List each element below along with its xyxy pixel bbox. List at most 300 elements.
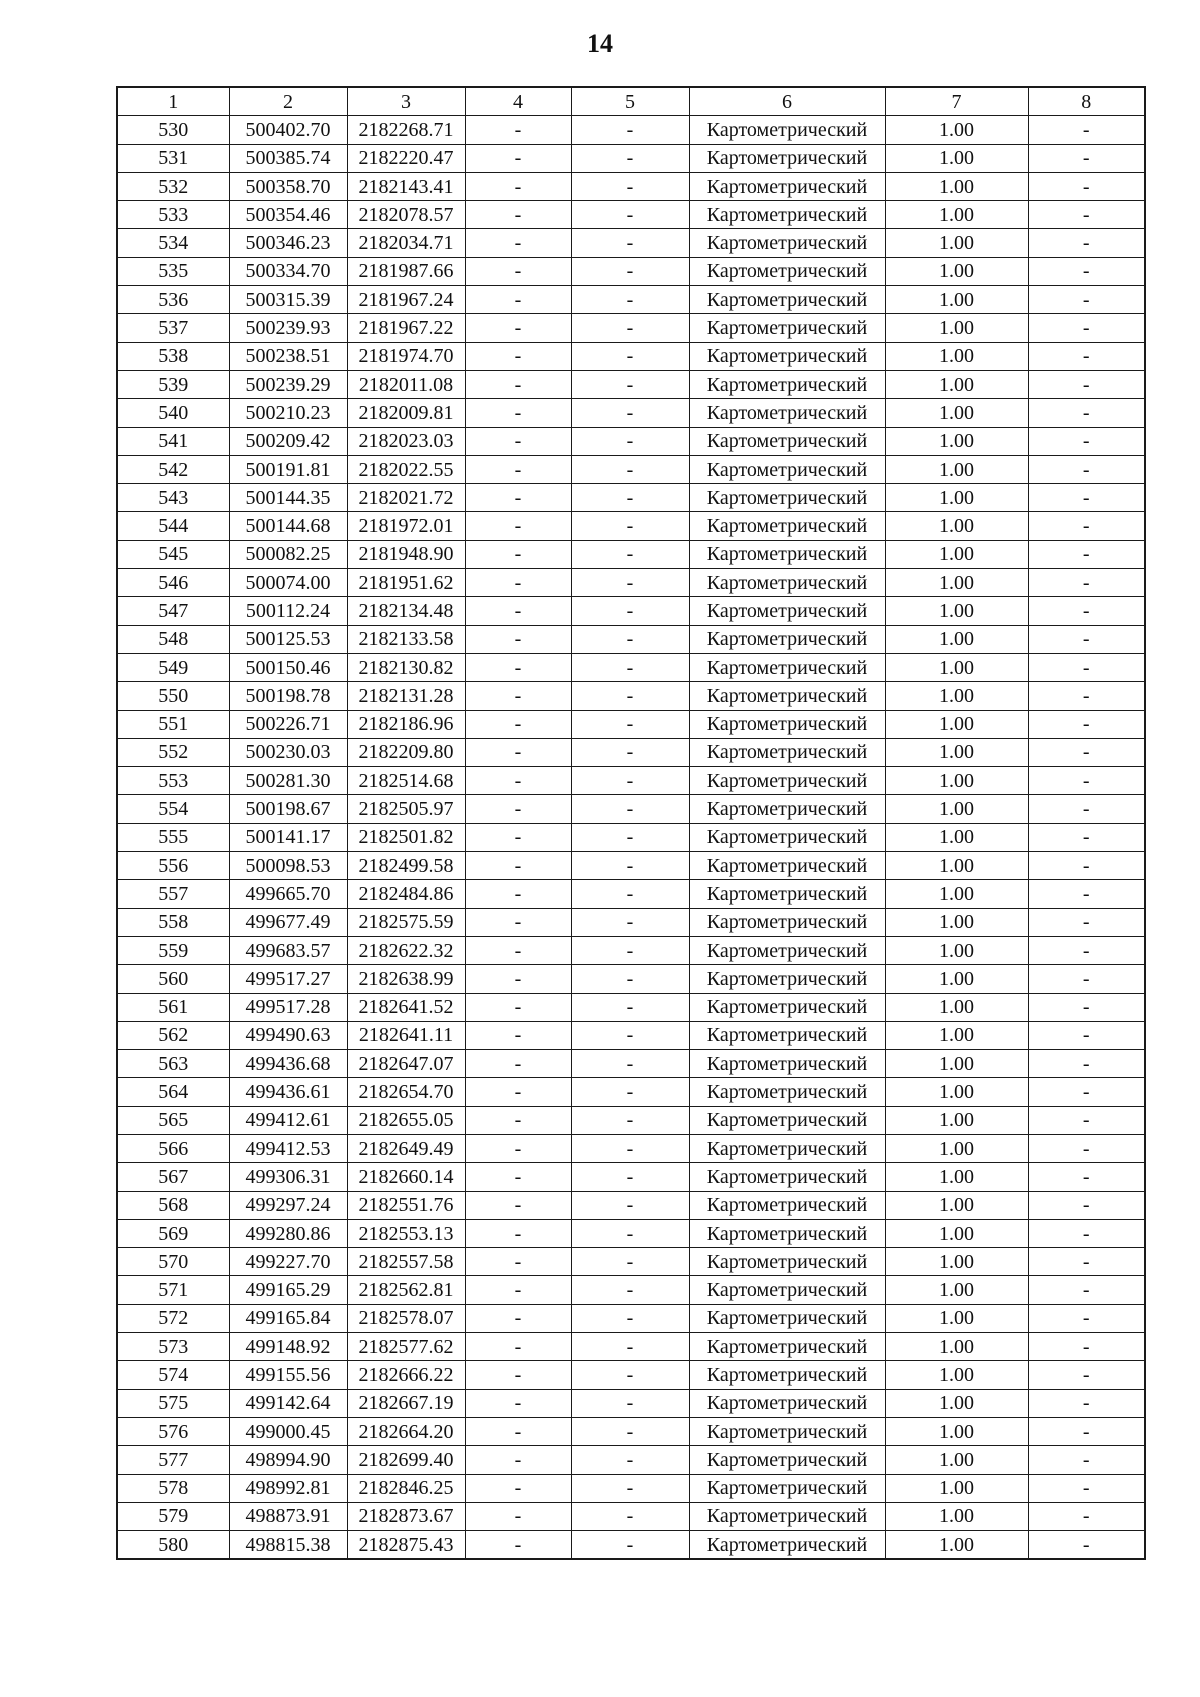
x-coordinate-cell: 500346.23 [229,229,347,257]
column-4-cell: - [465,823,571,851]
column-4-cell: - [465,993,571,1021]
column-5-cell: - [571,201,689,229]
x-coordinate-cell: 500315.39 [229,286,347,314]
y-coordinate-cell: 2182875.43 [347,1531,465,1560]
column-8-cell: - [1028,823,1145,851]
point-number-cell: 552 [117,738,229,766]
accuracy-cell: 1.00 [885,1134,1028,1162]
column-8-cell: - [1028,1446,1145,1474]
x-coordinate-cell: 499000.45 [229,1417,347,1445]
point-number-cell: 547 [117,597,229,625]
column-4-cell: - [465,1276,571,1304]
accuracy-cell: 1.00 [885,625,1028,653]
column-8-cell: - [1028,936,1145,964]
column-4-cell: - [465,653,571,681]
table-row [117,1361,1145,1389]
point-number-cell: 549 [117,653,229,681]
column-4-cell: - [465,1078,571,1106]
method-cell: Картометрический [689,1474,885,1502]
accuracy-cell: 1.00 [885,314,1028,342]
column-8-cell: - [1028,852,1145,880]
method-cell: Картометрический [689,852,885,880]
y-coordinate-cell: 2181972.01 [347,512,465,540]
point-number-cell: 573 [117,1333,229,1361]
column-4-cell: - [465,399,571,427]
method-cell: Картометрический [689,625,885,653]
y-coordinate-cell: 2182143.41 [347,172,465,200]
table-row [117,1191,1145,1219]
y-coordinate-cell: 2182499.58 [347,852,465,880]
point-number-cell: 531 [117,144,229,172]
column-5-cell: - [571,1361,689,1389]
accuracy-cell: 1.00 [885,1078,1028,1106]
y-coordinate-cell: 2182575.59 [347,908,465,936]
table-header-row [117,87,1145,116]
y-coordinate-cell: 2182655.05 [347,1106,465,1134]
y-coordinate-cell: 2182553.13 [347,1219,465,1247]
column-5-cell: - [571,1417,689,1445]
column-8-cell: - [1028,540,1145,568]
x-coordinate-cell: 499165.84 [229,1304,347,1332]
x-coordinate-cell: 500354.46 [229,201,347,229]
method-cell: Картометрический [689,257,885,285]
point-number-cell: 577 [117,1446,229,1474]
x-coordinate-cell: 499155.56 [229,1361,347,1389]
x-coordinate-cell: 500239.29 [229,370,347,398]
column-4-cell: - [465,455,571,483]
table-row [117,540,1145,568]
column-5-cell: - [571,597,689,625]
column-8-cell: - [1028,1021,1145,1049]
column-5-cell: - [571,653,689,681]
column-8-cell: - [1028,653,1145,681]
y-coordinate-cell: 2181948.90 [347,540,465,568]
point-number-cell: 555 [117,823,229,851]
x-coordinate-cell: 499165.29 [229,1276,347,1304]
table-row [117,682,1145,710]
x-coordinate-cell: 499142.64 [229,1389,347,1417]
y-coordinate-cell: 2182577.62 [347,1333,465,1361]
method-cell: Картометрический [689,1361,885,1389]
column-5-cell: - [571,682,689,710]
y-coordinate-cell: 2182638.99 [347,965,465,993]
accuracy-cell: 1.00 [885,1248,1028,1276]
y-coordinate-cell: 2181951.62 [347,569,465,597]
column-4-cell: - [465,540,571,568]
x-coordinate-cell: 500281.30 [229,767,347,795]
y-coordinate-cell: 2182009.81 [347,399,465,427]
y-coordinate-cell: 2181967.22 [347,314,465,342]
y-coordinate-cell: 2182501.82 [347,823,465,851]
column-8-cell: - [1028,116,1145,144]
column-8-cell: - [1028,512,1145,540]
method-cell: Картометрический [689,314,885,342]
column-8-cell: - [1028,342,1145,370]
column-5-cell: - [571,370,689,398]
accuracy-cell: 1.00 [885,880,1028,908]
column-4-cell: - [465,1219,571,1247]
column-header: 1 [117,87,229,116]
column-5-cell: - [571,512,689,540]
x-coordinate-cell: 499412.61 [229,1106,347,1134]
x-coordinate-cell: 499677.49 [229,908,347,936]
point-number-cell: 548 [117,625,229,653]
y-coordinate-cell: 2182846.25 [347,1474,465,1502]
table-row [117,1417,1145,1445]
column-8-cell: - [1028,908,1145,936]
column-4-cell: - [465,1417,571,1445]
column-4-cell: - [465,484,571,512]
accuracy-cell: 1.00 [885,1361,1028,1389]
column-4-cell: - [465,1389,571,1417]
column-8-cell: - [1028,370,1145,398]
x-coordinate-cell: 499517.28 [229,993,347,1021]
y-coordinate-cell: 2182130.82 [347,653,465,681]
point-number-cell: 558 [117,908,229,936]
y-coordinate-cell: 2182021.72 [347,484,465,512]
x-coordinate-cell: 499490.63 [229,1021,347,1049]
column-8-cell: - [1028,738,1145,766]
table-row [117,1304,1145,1332]
point-number-cell: 534 [117,229,229,257]
accuracy-cell: 1.00 [885,144,1028,172]
table-row [117,597,1145,625]
point-number-cell: 571 [117,1276,229,1304]
x-coordinate-cell: 500112.24 [229,597,347,625]
method-cell: Картометрический [689,1191,885,1219]
method-cell: Картометрический [689,1446,885,1474]
y-coordinate-cell: 2182011.08 [347,370,465,398]
x-coordinate-cell: 499436.68 [229,1050,347,1078]
column-5-cell: - [571,342,689,370]
table-row [117,1531,1145,1560]
method-cell: Картометрический [689,1050,885,1078]
column-4-cell: - [465,1304,571,1332]
method-cell: Картометрический [689,965,885,993]
accuracy-cell: 1.00 [885,1417,1028,1445]
column-5-cell: - [571,540,689,568]
x-coordinate-cell: 500358.70 [229,172,347,200]
accuracy-cell: 1.00 [885,1191,1028,1219]
column-4-cell: - [465,1361,571,1389]
accuracy-cell: 1.00 [885,1502,1028,1530]
x-coordinate-cell: 500082.25 [229,540,347,568]
accuracy-cell: 1.00 [885,852,1028,880]
point-number-cell: 580 [117,1531,229,1560]
y-coordinate-cell: 2182505.97 [347,795,465,823]
column-5-cell: - [571,427,689,455]
column-5-cell: - [571,1021,689,1049]
x-coordinate-cell: 498994.90 [229,1446,347,1474]
x-coordinate-cell: 498992.81 [229,1474,347,1502]
x-coordinate-cell: 500150.46 [229,653,347,681]
column-4-cell: - [465,286,571,314]
column-8-cell: - [1028,1304,1145,1332]
column-header: 2 [229,87,347,116]
x-coordinate-cell: 499683.57 [229,936,347,964]
x-coordinate-cell: 499436.61 [229,1078,347,1106]
column-header: 4 [465,87,571,116]
column-8-cell: - [1028,1276,1145,1304]
column-5-cell: - [571,144,689,172]
column-8-cell: - [1028,625,1145,653]
accuracy-cell: 1.00 [885,1050,1028,1078]
column-8-cell: - [1028,172,1145,200]
column-5-cell: - [571,1304,689,1332]
column-8-cell: - [1028,795,1145,823]
x-coordinate-cell: 500239.93 [229,314,347,342]
column-5-cell: - [571,1389,689,1417]
column-header: 8 [1028,87,1145,116]
y-coordinate-cell: 2182641.11 [347,1021,465,1049]
point-number-cell: 575 [117,1389,229,1417]
column-8-cell: - [1028,682,1145,710]
method-cell: Картометрический [689,823,885,851]
table-row [117,1078,1145,1106]
table-body [117,116,1145,1560]
y-coordinate-cell: 2182641.52 [347,993,465,1021]
point-number-cell: 544 [117,512,229,540]
column-4-cell: - [465,569,571,597]
column-header: 5 [571,87,689,116]
column-8-cell: - [1028,993,1145,1021]
y-coordinate-cell: 2182134.48 [347,597,465,625]
accuracy-cell: 1.00 [885,342,1028,370]
x-coordinate-cell: 498815.38 [229,1531,347,1560]
accuracy-cell: 1.00 [885,1531,1028,1560]
column-8-cell: - [1028,965,1145,993]
method-cell: Картометрический [689,427,885,455]
column-8-cell: - [1028,427,1145,455]
x-coordinate-cell: 499297.24 [229,1191,347,1219]
point-number-cell: 536 [117,286,229,314]
column-8-cell: - [1028,1417,1145,1445]
point-number-cell: 563 [117,1050,229,1078]
point-number-cell: 574 [117,1361,229,1389]
column-5-cell: - [571,257,689,285]
column-4-cell: - [465,682,571,710]
accuracy-cell: 1.00 [885,455,1028,483]
point-number-cell: 569 [117,1219,229,1247]
table-row [117,880,1145,908]
column-5-cell: - [571,1078,689,1106]
point-number-cell: 559 [117,936,229,964]
y-coordinate-cell: 2182557.58 [347,1248,465,1276]
table-row [117,172,1145,200]
table-row [117,1502,1145,1530]
column-8-cell: - [1028,257,1145,285]
method-cell: Картометрический [689,1531,885,1560]
method-cell: Картометрический [689,1106,885,1134]
column-4-cell: - [465,370,571,398]
accuracy-cell: 1.00 [885,1021,1028,1049]
accuracy-cell: 1.00 [885,286,1028,314]
point-number-cell: 554 [117,795,229,823]
column-8-cell: - [1028,1163,1145,1191]
column-5-cell: - [571,1446,689,1474]
column-5-cell: - [571,908,689,936]
y-coordinate-cell: 2182551.76 [347,1191,465,1219]
table-row [117,795,1145,823]
table-row [117,1219,1145,1247]
point-number-cell: 557 [117,880,229,908]
column-4-cell: - [465,1474,571,1502]
x-coordinate-cell: 500238.51 [229,342,347,370]
column-8-cell: - [1028,201,1145,229]
method-cell: Картометрический [689,144,885,172]
accuracy-cell: 1.00 [885,738,1028,766]
column-8-cell: - [1028,455,1145,483]
method-cell: Картометрический [689,738,885,766]
column-4-cell: - [465,512,571,540]
column-4-cell: - [465,1446,571,1474]
column-4-cell: - [465,738,571,766]
column-4-cell: - [465,795,571,823]
x-coordinate-cell: 500144.68 [229,512,347,540]
point-number-cell: 542 [117,455,229,483]
method-cell: Картометрический [689,880,885,908]
column-5-cell: - [571,1248,689,1276]
method-cell: Картометрический [689,512,885,540]
column-4-cell: - [465,965,571,993]
column-5-cell: - [571,1050,689,1078]
method-cell: Картометрический [689,795,885,823]
point-number-cell: 543 [117,484,229,512]
point-number-cell: 540 [117,399,229,427]
column-5-cell: - [571,1134,689,1162]
point-number-cell: 568 [117,1191,229,1219]
column-5-cell: - [571,1191,689,1219]
accuracy-cell: 1.00 [885,257,1028,285]
column-8-cell: - [1028,144,1145,172]
column-4-cell: - [465,1191,571,1219]
column-4-cell: - [465,1248,571,1276]
accuracy-cell: 1.00 [885,1389,1028,1417]
x-coordinate-cell: 500141.17 [229,823,347,851]
accuracy-cell: 1.00 [885,569,1028,597]
accuracy-cell: 1.00 [885,1163,1028,1191]
x-coordinate-cell: 499412.53 [229,1134,347,1162]
accuracy-cell: 1.00 [885,1106,1028,1134]
column-4-cell: - [465,908,571,936]
y-coordinate-cell: 2182023.03 [347,427,465,455]
method-cell: Картометрический [689,172,885,200]
table-row [117,1050,1145,1078]
accuracy-cell: 1.00 [885,993,1028,1021]
column-8-cell: - [1028,1474,1145,1502]
table-row [117,1333,1145,1361]
column-5-cell: - [571,116,689,144]
x-coordinate-cell: 500402.70 [229,116,347,144]
column-8-cell: - [1028,1333,1145,1361]
table-row [117,399,1145,427]
column-header: 3 [347,87,465,116]
column-5-cell: - [571,1106,689,1134]
method-cell: Картометрический [689,1078,885,1106]
x-coordinate-cell: 500385.74 [229,144,347,172]
accuracy-cell: 1.00 [885,512,1028,540]
column-4-cell: - [465,1531,571,1560]
method-cell: Картометрический [689,1304,885,1332]
y-coordinate-cell: 2182220.47 [347,144,465,172]
column-4-cell: - [465,1163,571,1191]
method-cell: Картометрический [689,597,885,625]
accuracy-cell: 1.00 [885,597,1028,625]
x-coordinate-cell: 499517.27 [229,965,347,993]
column-8-cell: - [1028,1502,1145,1530]
y-coordinate-cell: 2182268.71 [347,116,465,144]
point-number-cell: 560 [117,965,229,993]
table-row [117,427,1145,455]
y-coordinate-cell: 2182622.32 [347,936,465,964]
y-coordinate-cell: 2182514.68 [347,767,465,795]
method-cell: Картометрический [689,1389,885,1417]
column-5-cell: - [571,569,689,597]
x-coordinate-cell: 500198.78 [229,682,347,710]
table-row [117,116,1145,144]
column-5-cell: - [571,1531,689,1560]
table-row [117,625,1145,653]
table-row [117,738,1145,766]
y-coordinate-cell: 2182578.07 [347,1304,465,1332]
method-cell: Картометрический [689,116,885,144]
table-row [117,370,1145,398]
column-5-cell: - [571,738,689,766]
y-coordinate-cell: 2182660.14 [347,1163,465,1191]
method-cell: Картометрический [689,569,885,597]
column-8-cell: - [1028,1134,1145,1162]
column-8-cell: - [1028,1361,1145,1389]
method-cell: Картометрический [689,682,885,710]
x-coordinate-cell: 500098.53 [229,852,347,880]
column-4-cell: - [465,257,571,285]
column-5-cell: - [571,1276,689,1304]
x-coordinate-cell: 499665.70 [229,880,347,908]
accuracy-cell: 1.00 [885,540,1028,568]
column-8-cell: - [1028,1078,1145,1106]
table-row [117,1021,1145,1049]
column-4-cell: - [465,880,571,908]
column-5-cell: - [571,710,689,738]
accuracy-cell: 1.00 [885,484,1028,512]
x-coordinate-cell: 500209.42 [229,427,347,455]
column-8-cell: - [1028,286,1145,314]
point-number-cell: 562 [117,1021,229,1049]
y-coordinate-cell: 2182649.49 [347,1134,465,1162]
column-4-cell: - [465,1134,571,1162]
y-coordinate-cell: 2181974.70 [347,342,465,370]
method-cell: Картометрический [689,342,885,370]
accuracy-cell: 1.00 [885,936,1028,964]
column-5-cell: - [571,484,689,512]
point-number-cell: 564 [117,1078,229,1106]
column-5-cell: - [571,286,689,314]
y-coordinate-cell: 2182078.57 [347,201,465,229]
table-row [117,201,1145,229]
column-4-cell: - [465,1050,571,1078]
column-4-cell: - [465,1021,571,1049]
point-number-cell: 567 [117,1163,229,1191]
table-row [117,936,1145,964]
point-number-cell: 530 [117,116,229,144]
table-row [117,144,1145,172]
point-number-cell: 535 [117,257,229,285]
method-cell: Картометрический [689,399,885,427]
accuracy-cell: 1.00 [885,1333,1028,1361]
column-5-cell: - [571,936,689,964]
accuracy-cell: 1.00 [885,767,1028,795]
column-4-cell: - [465,597,571,625]
